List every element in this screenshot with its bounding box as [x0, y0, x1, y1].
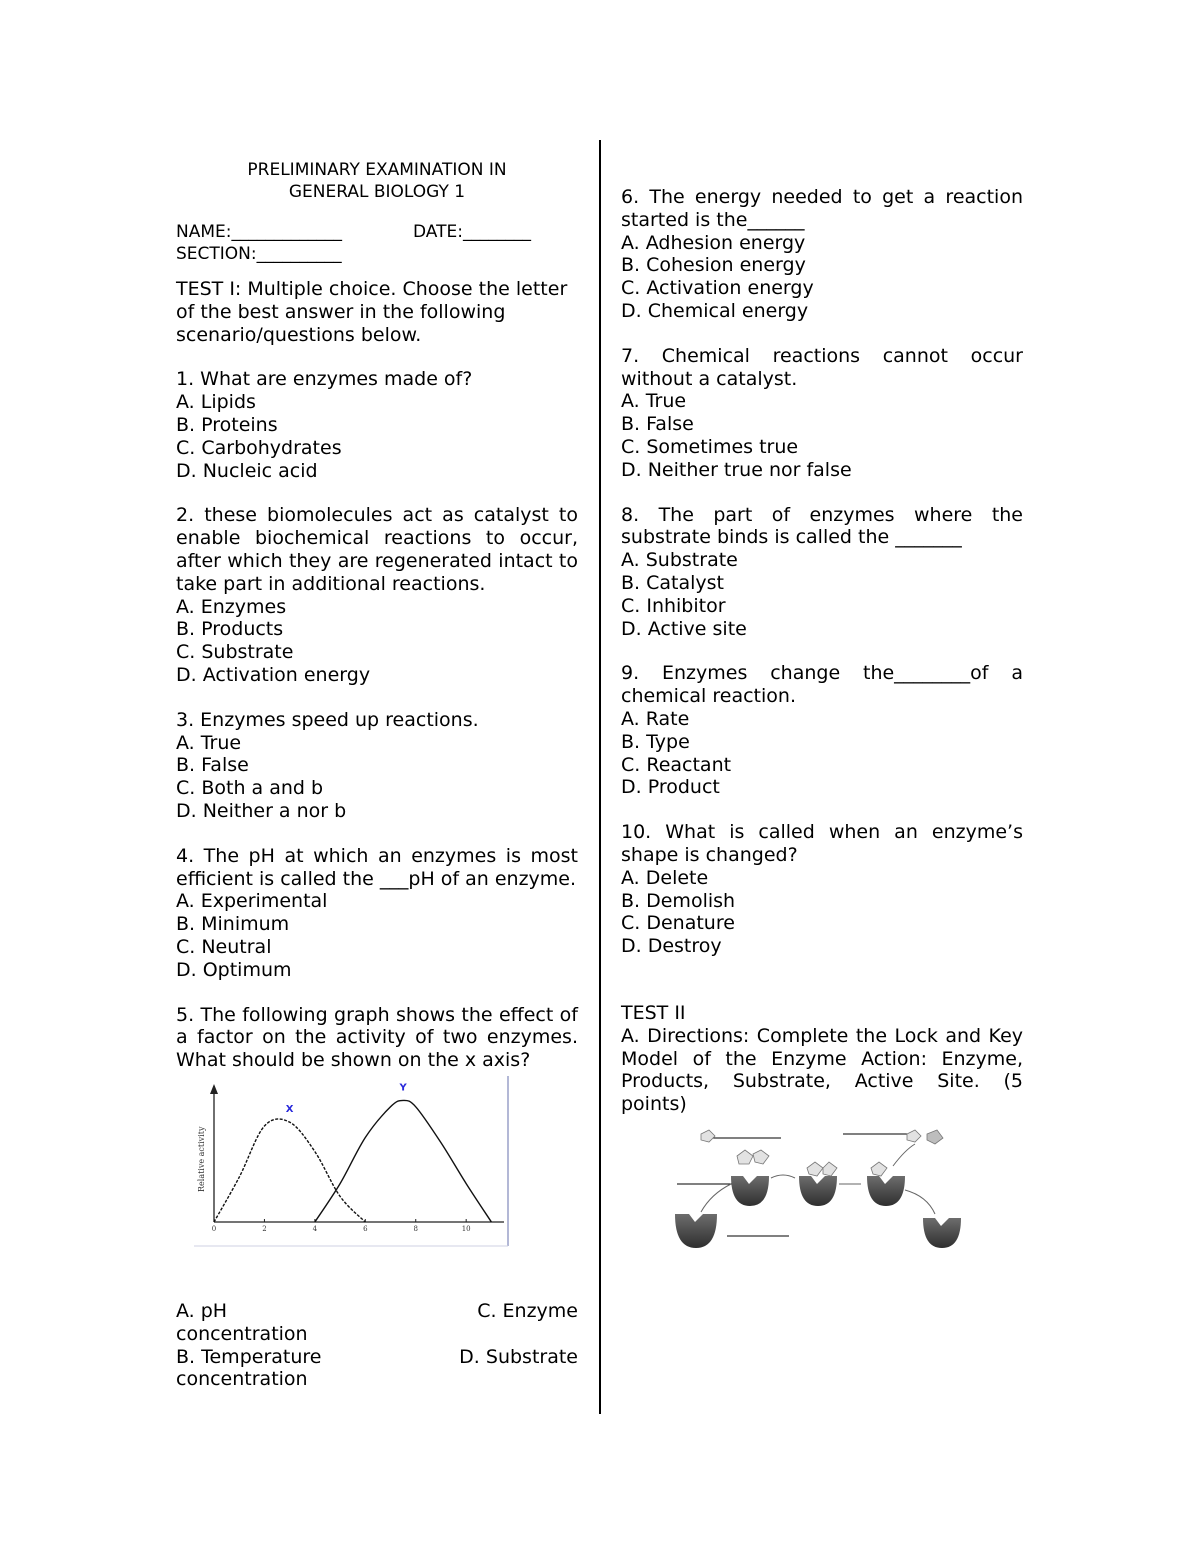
option-d[interactable]: D. Neither a nor b [176, 799, 347, 822]
test1-instructions [176, 278, 578, 346]
series-line-X [214, 1119, 365, 1222]
y-axis-arrow [210, 1084, 218, 1094]
lock-and-key-diagram [671, 1128, 1001, 1252]
question-stem: 8. The part of enzymes where the substrate binds is called the _______ [621, 503, 1023, 549]
series-label-X: X [285, 1104, 294, 1116]
option-c[interactable]: C. Both a and b [176, 777, 324, 800]
exam-title [176, 160, 578, 203]
question-7 [621, 345, 1023, 482]
question-9 [621, 662, 1023, 799]
right-column [621, 186, 1023, 1258]
option-c[interactable]: C. Neutral [176, 935, 272, 958]
enzyme-shape-1 [731, 1176, 769, 1206]
question-stem: 10. What is called when an enzyme’s shape is changed? [621, 821, 1023, 866]
question-8 [621, 504, 1023, 641]
option-a[interactable]: A. Adhesion energy [621, 231, 806, 254]
option-a[interactable]: A. Delete [621, 866, 709, 889]
instructions-text: TEST I: Multiple choice. Choose the letter of the best answer in the following scenario/questions below. [176, 278, 568, 346]
option-c[interactable]: C. Sometimes true [621, 435, 799, 458]
option-b[interactable]: B. Demolish [621, 889, 736, 912]
option-b[interactable]: B. Products [176, 618, 284, 641]
option-a[interactable]: A. pH [176, 1300, 228, 1322]
x-tick-label-4: 4 [312, 1224, 318, 1233]
series-line-Y [315, 1100, 492, 1222]
question-2 [176, 504, 578, 686]
option-d-continuation: concentration [176, 1368, 308, 1391]
date-field[interactable]: DATE:________ [413, 222, 531, 242]
option-b[interactable]: B. Proteins [176, 413, 278, 436]
option-c[interactable]: C. Denature [621, 912, 735, 935]
enzyme-activity-graph [194, 1076, 512, 1248]
option-d[interactable]: D. Chemical energy [621, 299, 809, 322]
question-stem: 2. these biomolecules act as catalyst to enable biochemical reactions to occur, after which they are regenerated intact to take part in additional reactions. [176, 504, 578, 595]
option-d[interactable]: D. Activation energy [176, 663, 371, 686]
option-b[interactable]: B. Minimum [176, 913, 290, 936]
option-b[interactable]: B. Type [621, 730, 690, 753]
enzyme-shape-4 [675, 1214, 717, 1248]
option-a[interactable]: A. Experimental [176, 890, 328, 913]
option-a[interactable]: A. Lipids [176, 391, 256, 414]
title-line-2: GENERAL BIOLOGY 1 [288, 181, 466, 202]
option-d[interactable]: D. Neither true nor false [621, 458, 852, 481]
question-6 [621, 186, 1023, 323]
question-5-options [176, 1300, 578, 1391]
test2-directions: A. Directions: Complete the Lock and Key Model of the Enzyme Action: Enzyme, Products, Substrate, Active Site. (5 points) [621, 1024, 1023, 1116]
option-d-first-line[interactable]: D. Substrate [459, 1345, 578, 1368]
option-c[interactable]: C. Activation energy [621, 277, 814, 300]
option-c[interactable]: C. Substrate [176, 641, 294, 664]
option-d[interactable]: D. Product [621, 776, 720, 799]
option-d[interactable]: D. Destroy [621, 935, 722, 958]
option-c[interactable]: C. Carbohydrates [176, 436, 342, 459]
option-b[interactable]: B. False [176, 754, 249, 777]
student-info [176, 222, 578, 265]
question-stem: 5. The following graph shows the effect of a factor on the activity of two enzymes. What should be shown on the x axis? [176, 1003, 578, 1072]
option-c-continuation: concentration [176, 1322, 308, 1345]
question-4 [176, 845, 578, 982]
series-label-Y: Y [399, 1082, 407, 1094]
question-stem: 6. The energy needed to get a reaction started is the______ [621, 186, 1023, 231]
option-c[interactable]: C. Inhibitor [621, 594, 726, 617]
x-tick-label-0: 0 [211, 1224, 217, 1233]
option-d[interactable]: D. Optimum [176, 958, 292, 981]
option-b[interactable]: B. Cohesion energy [621, 254, 806, 277]
substrate-shapes [701, 1130, 943, 1176]
question-1 [176, 368, 578, 482]
x-tick-label-8: 8 [413, 1224, 418, 1233]
question-stem: 4. The pH at which an enzymes is most efficient is called the ___pH of an enzyme. [176, 844, 578, 890]
option-b[interactable]: B. False [621, 413, 694, 436]
option-b[interactable]: B. Catalyst [621, 571, 724, 594]
option-a[interactable]: A. Enzymes [176, 595, 287, 618]
column-divider [599, 140, 601, 1414]
left-column [176, 160, 578, 1254]
x-tick-label-2: 2 [262, 1224, 267, 1233]
name-field[interactable]: NAME:_____________ [176, 222, 342, 242]
question-stem: 9. Enzymes change the________of a chemical reaction. [621, 662, 1023, 708]
x-tick-label-10: 10 [461, 1224, 471, 1233]
question-stem: 3. Enzymes speed up reactions. [176, 708, 479, 731]
enzyme-shape-3 [867, 1176, 905, 1206]
test2-section [621, 1002, 1023, 1258]
enzyme-shape-5 [923, 1218, 961, 1248]
option-b[interactable]: B. Temperature [176, 1345, 322, 1368]
options-row-b-d [176, 1346, 578, 1369]
option-d[interactable]: D. Nucleic acid [176, 459, 318, 482]
y-axis-label: Relative activity [197, 1126, 206, 1192]
question-10 [621, 821, 1023, 958]
option-a[interactable]: A. Substrate [621, 549, 738, 572]
option-a[interactable]: A. Rate [621, 707, 690, 730]
test2-title: TEST II [621, 1001, 686, 1024]
option-c[interactable]: C. Reactant [621, 753, 732, 776]
option-a[interactable]: A. True [621, 390, 687, 413]
option-a[interactable]: A. True [176, 731, 242, 754]
option-c-first-line[interactable]: C. Enzyme [477, 1300, 578, 1322]
question-stem: 7. Chemical reactions cannot occur without a catalyst. [621, 344, 1023, 390]
enzyme-shape-2 [799, 1176, 837, 1206]
x-tick-label-6: 6 [363, 1224, 368, 1233]
question-stem: 1. What are enzymes made of? [176, 368, 473, 391]
question-5 [176, 1004, 578, 1254]
options-row-a-c [176, 1300, 578, 1323]
title-line-1: PRELIMINARY EXAMINATION IN [247, 160, 507, 180]
question-3 [176, 709, 578, 823]
section-field[interactable]: SECTION:__________ [176, 243, 342, 264]
option-d[interactable]: D. Active site [621, 617, 747, 640]
